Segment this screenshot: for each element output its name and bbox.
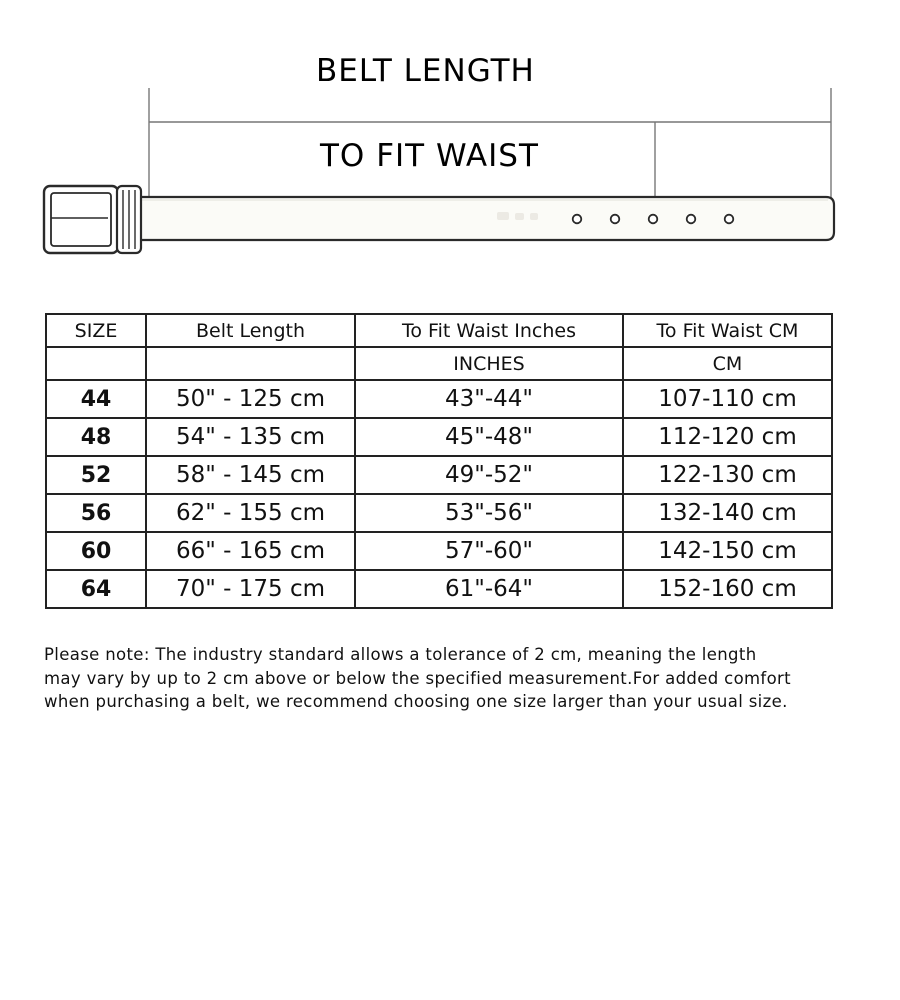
belt-buckle (44, 186, 141, 253)
unit-cm: CM (623, 347, 832, 380)
belt-length-cell: 66" - 165 cm (146, 532, 355, 570)
size-cell: 52 (46, 456, 146, 494)
size-cell: 56 (46, 494, 146, 532)
table-row (46, 570, 832, 608)
belt-hole-5 (725, 215, 734, 224)
header-belt-length: Belt Length (146, 314, 355, 347)
size-cell: 48 (46, 418, 146, 456)
faded-imprint (497, 212, 538, 220)
belt-length-cell: 62" - 155 cm (146, 494, 355, 532)
header-waist-inches: To Fit Waist Inches (355, 314, 623, 347)
belt-length-label: BELT LENGTH (316, 53, 535, 89)
table-units-row (46, 347, 832, 380)
table-row (46, 418, 832, 456)
belt-hole-4 (687, 215, 696, 224)
waist-inches-cell: 53"-56" (355, 494, 623, 532)
header-waist-cm: To Fit Waist CM (623, 314, 832, 347)
waist-inches-cell: 57"-60" (355, 532, 623, 570)
waist-inches-cell: 45"-48" (355, 418, 623, 456)
waist-cm-cell: 152-160 cm (623, 570, 832, 608)
waist-cm-cell: 142-150 cm (623, 532, 832, 570)
table-row (46, 456, 832, 494)
waist-cm-cell: 112-120 cm (623, 418, 832, 456)
belt-hole-3 (649, 215, 658, 224)
unit-size (46, 347, 146, 380)
table-header-row (46, 314, 832, 347)
size-chart-table (45, 313, 833, 609)
size-cell: 60 (46, 532, 146, 570)
belt-length-cell: 54" - 135 cm (146, 418, 355, 456)
belt-hole-1 (573, 215, 582, 224)
header-size: SIZE (46, 314, 146, 347)
unit-inches: INCHES (355, 347, 623, 380)
table-row (46, 532, 832, 570)
belt-hole-2 (611, 215, 620, 224)
waist-cm-cell: 132-140 cm (623, 494, 832, 532)
size-cell: 44 (46, 380, 146, 418)
belt-length-cell: 50" - 125 cm (146, 380, 355, 418)
belt-length-cell: 70" - 175 cm (146, 570, 355, 608)
waist-inches-cell: 61"-64" (355, 570, 623, 608)
waist-cm-cell: 107-110 cm (623, 380, 832, 418)
table-row (46, 494, 832, 532)
waist-cm-cell: 122-130 cm (623, 456, 832, 494)
belt-length-cell: 58" - 145 cm (146, 456, 355, 494)
size-cell: 64 (46, 570, 146, 608)
tolerance-note: Please note: The industry standard allows a tolerance of 2 cm, meaning the length may vary by up to 2 cm above or below the specified measurement.For added comfort when purchasing a belt, we recommend choosing one size larger than your usual size. (44, 645, 791, 711)
waist-inches-cell: 43"-44" (355, 380, 623, 418)
belt-diagram (0, 0, 900, 280)
waist-inches-cell: 49"-52" (355, 456, 623, 494)
table-row (46, 380, 832, 418)
unit-belt-length (146, 347, 355, 380)
to-fit-waist-label: TO FIT WAIST (320, 138, 539, 174)
